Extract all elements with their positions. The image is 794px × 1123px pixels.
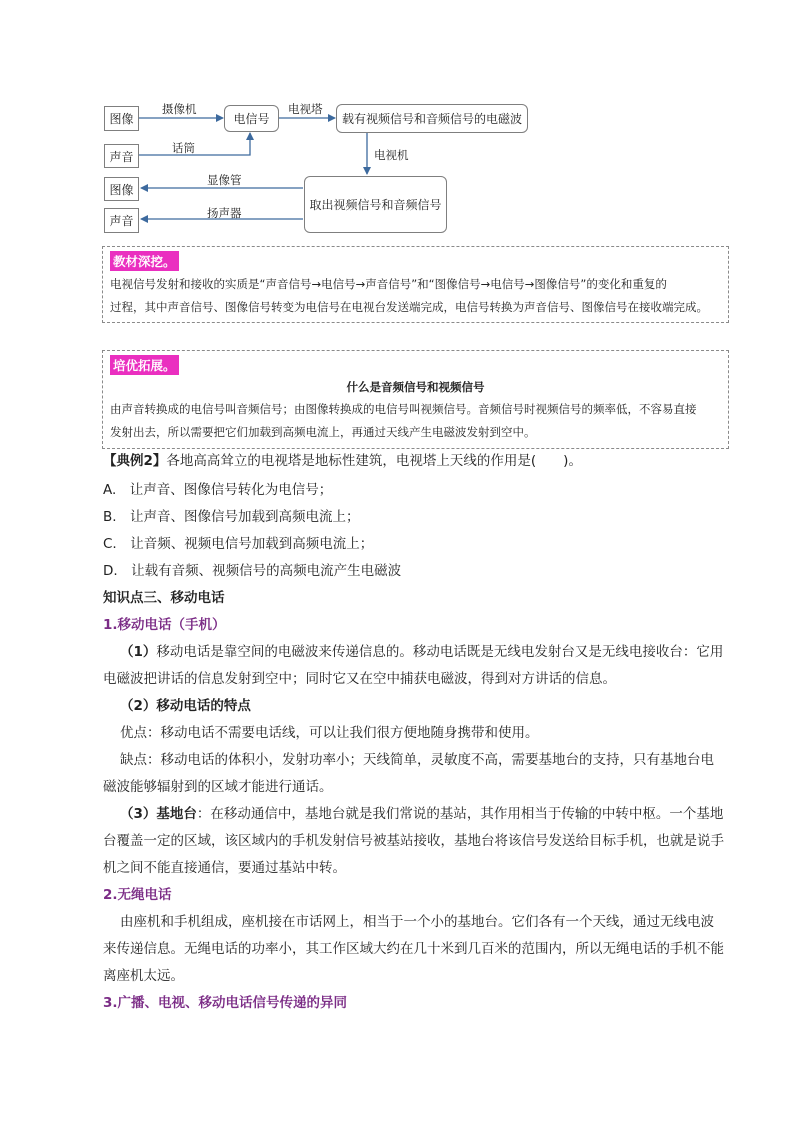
panel-line: 过程，其中声音信号、图像信号转变为电信号在电视台发送端完成，电信号转换为声音信号、图像信号在接收端完成。 [110, 300, 708, 314]
paragraph-advantages: 优点：移动电话不需要电话线，可以让我们很方便地随身携带和使用。 [120, 725, 539, 741]
section-heading: 知识点三、移动电话 [103, 590, 225, 606]
panel-tag: 培优拓展。 [110, 355, 179, 375]
panel-tag: 教材深挖。 [110, 251, 179, 271]
panel-line: 由声音转换成的电信号叫音频信号；由图像转换成的电信号叫视频信号。音频信号时视频信号的频率低，不容易直接 [110, 402, 697, 416]
paragraph-line: （1）移动电话是靠空间的电磁波来传递信息的。移动电话既是无线电发射台又是无线电接收台：它用 [120, 644, 724, 660]
node-image-source: 图像 [104, 106, 139, 131]
paragraph-line: 来传递信息。无绳电话的功率小，其工作区域大约在几十米到几百米的范围内，所以无绳电话的手机不能 [103, 941, 724, 957]
option-c: C. 让音频、视频电信号加载到高频电流上； [103, 536, 374, 552]
panel-line: 发射出去，所以需要把它们加载到高频电流上，再通过天线产生电磁波发射到空中。 [110, 425, 536, 439]
subheading-mobile-phone: 1.移动电话（手机） [103, 617, 226, 633]
subheading-features: （2）移动电话的特点 [120, 698, 251, 714]
paragraph-line: 台覆盖一定的区域，该区域内的手机发射信号被基站接收，基地台将该信号发送给目标手机，也就是说手 [103, 833, 724, 849]
node-em-wave: 载有视频信号和音频信号的电磁波 [336, 104, 528, 133]
example-question [103, 449, 582, 469]
edge-label-speaker: 扬声器 [207, 206, 242, 220]
item-number: （1） [120, 644, 157, 660]
subheading-cordless-phone: 2.无绳电话 [103, 887, 172, 903]
node-image-output: 图像 [104, 177, 139, 201]
paragraph-line: 离座机太远。 [103, 968, 184, 984]
paragraph-line: 缺点：移动电话的体积小，发射功率小；天线简单，灵敏度不高，需要基地台的支持，只有基地台电 [120, 752, 714, 768]
option-b: B. 让声音、图像信号加载到高频电流上； [103, 509, 360, 525]
panel-title: 什么是音频信号和视频信号 [346, 380, 485, 394]
paragraph-line: （3）基地台：在移动通信中，基地台就是我们常说的基站，其作用相当于传输的中转中枢。一个基地 [120, 806, 724, 822]
panel-text [110, 273, 722, 319]
node-electric-signal: 电信号 [224, 105, 279, 132]
paragraph-line: 电磁波把讲话的信息发射到空中；同时它又在空中捕获电磁波，得到对方讲话的信息。 [103, 671, 616, 687]
edge-label-mic: 话筒 [172, 141, 195, 155]
option-a: A. 让声音、图像信号转化为电信号； [103, 482, 333, 498]
advanced-extension-panel [102, 350, 729, 449]
node-extract-signals: 取出视频信号和音频信号 [304, 176, 447, 233]
panel-text [110, 398, 722, 444]
panel-line: 电视信号发射和接收的实质是“声音信号→电信号→声音信号”和“图像信号→电信号→图像信号”的变化和重复的 [110, 277, 667, 291]
node-sound-source: 声音 [104, 144, 139, 168]
textbook-insight-panel [102, 246, 729, 323]
paragraph-line: 由座机和手机组成，座机接在市话网上，相当于一个小的基地台。它们各有一个天线，通过无线电波 [120, 914, 714, 930]
paragraph-line: 机之间不能直接通信，要通过基站中转。 [103, 860, 346, 876]
option-d: D. 让载有音频、视频信号的高频电流产生电磁波 [103, 563, 402, 579]
edge-label-tower: 电视塔 [288, 102, 323, 116]
node-sound-output: 声音 [104, 208, 139, 233]
edge-label-tv: 电视机 [374, 148, 409, 162]
term-base-station: （3）基地台 [120, 806, 197, 822]
edge-label-tube: 显像管 [207, 173, 242, 187]
edge-label-camera: 摄像机 [162, 102, 197, 116]
paragraph-line: 磁波能够辐射到的区域才能进行通话。 [103, 779, 333, 795]
example-stem: 各地高高耸立的电视塔是地标性建筑，电视塔上天线的作用是( )。 [166, 453, 582, 469]
example-tag: 【典例2】 [103, 453, 167, 469]
subheading-comparison: 3.广播、电视、移动电话信号传递的异同 [103, 995, 348, 1011]
